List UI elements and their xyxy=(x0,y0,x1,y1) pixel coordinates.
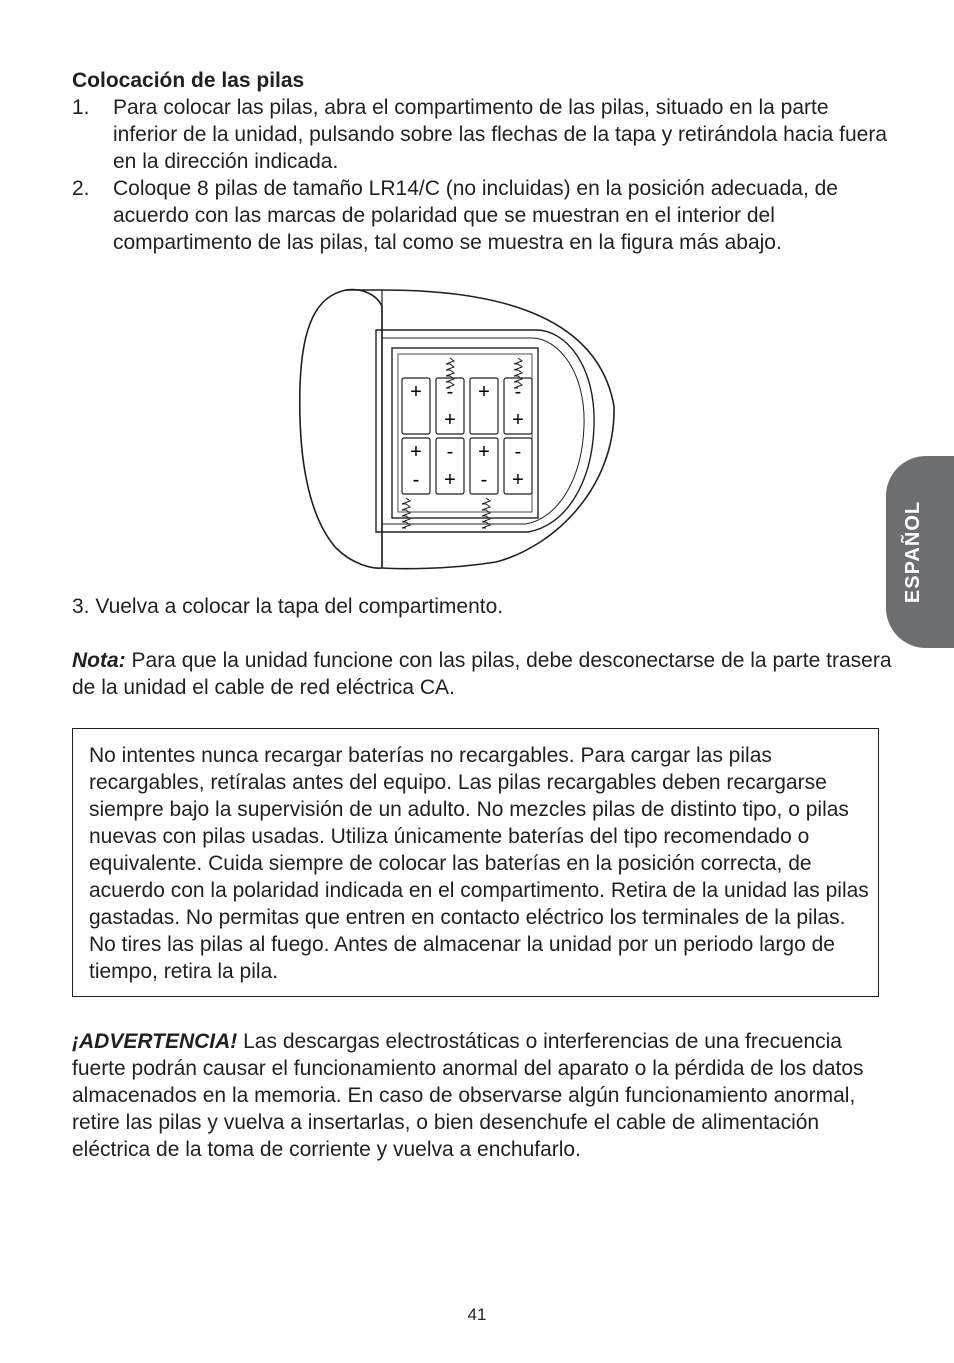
language-tab-label: ESPAÑOL xyxy=(902,500,925,604)
unit-outline xyxy=(300,290,382,569)
step-1 xyxy=(72,94,892,175)
polarity-mark: - xyxy=(480,469,488,491)
page-number: 41 xyxy=(467,1305,487,1324)
note-text: Para que la unidad funcione con las pilas, debe desconectarse de la parte trasera de la unidad el cable de red eléctrica CA. xyxy=(72,649,892,699)
polarity-mark: + xyxy=(512,409,524,431)
language-tab xyxy=(886,456,954,648)
polarity-mark: + xyxy=(410,441,422,463)
polarity-mark: - xyxy=(446,381,454,403)
warning-label: ¡ADVERTENCIA! xyxy=(72,1030,238,1053)
section-heading: Colocación de las pilas xyxy=(72,69,305,92)
polarity-mark: - xyxy=(514,441,522,463)
step-2 xyxy=(72,175,892,256)
battery-cell xyxy=(504,438,532,494)
battery-compartment-figure xyxy=(296,286,618,570)
battery-cell xyxy=(470,438,498,494)
battery-cell xyxy=(402,378,430,434)
step-3: 3. Vuelva a colocar la tapa del compartimento. xyxy=(72,595,504,618)
step-number: 1. xyxy=(72,96,90,119)
polarity-mark: - xyxy=(446,441,454,463)
warning-text: Las descargas electrostáticas o interferencias de una frecuencia fuerte podrán causar el funcionamiento anormal del aparato o la pérdida de los datos almacenados en la memoria. En caso de observarse algún funcionamiento anormal, retire las pilas y vuelva a insertarlas, o bien desenchufe el cable de alimentación eléctrica de la toma de corriente y vuelva a enchufarlo. xyxy=(72,1030,864,1161)
warning-paragraph xyxy=(72,1028,892,1163)
note-paragraph xyxy=(72,647,892,701)
polarity-mark: + xyxy=(444,469,456,491)
note-label: Nota: xyxy=(72,649,126,672)
polarity-mark: + xyxy=(478,381,490,403)
polarity-mark: + xyxy=(410,381,422,403)
polarity-mark: + xyxy=(444,409,456,431)
polarity-mark: - xyxy=(412,469,420,491)
polarity-mark: + xyxy=(478,441,490,463)
safety-notice-box xyxy=(72,728,879,997)
step-text: Para colocar las pilas, abra el compartimento de las pilas, situado en la parte inferior de la unidad, pulsando sobre las flechas de la tapa y retirándola hacia fuera en la dirección indicada. xyxy=(113,96,887,173)
battery-cell xyxy=(470,378,498,434)
safety-notice-text: No intentes nunca recargar baterías no recargables. Para cargar las pilas recargables, retíralas antes del equipo. Las pilas recargables deben recargarse siempre bajo la supervisión de un adulto. No mezcles pilas de distinto tipo, o pilas nuevas con pilas usadas. Utiliza únicamente baterías del tipo recomendado o equivalente. Cuida siempre de colocar las baterías en la posición correcta, de acuerdo con la polaridad indicada en el compartimento. Retira de la unidad las pilas gastadas. No permitas que entren en contacto eléctrico los terminales de la pilas. No tires las pilas al fuego. Antes de almacenar la unidad por un periodo largo de tiempo, retira la pila. xyxy=(89,744,869,983)
polarity-mark: - xyxy=(514,381,522,403)
battery-cell xyxy=(402,438,430,494)
step-text: Coloque 8 pilas de tamaño LR14/C (no incluidas) en la posición adecuada, de acuerdo con las marcas de polaridad que se muestran en el interior del compartimento de las pilas, tal como se muestra en la figura más abajo. xyxy=(113,177,838,254)
polarity-mark: + xyxy=(512,469,524,491)
step-number: 2. xyxy=(72,177,90,200)
battery-cell xyxy=(436,438,464,494)
